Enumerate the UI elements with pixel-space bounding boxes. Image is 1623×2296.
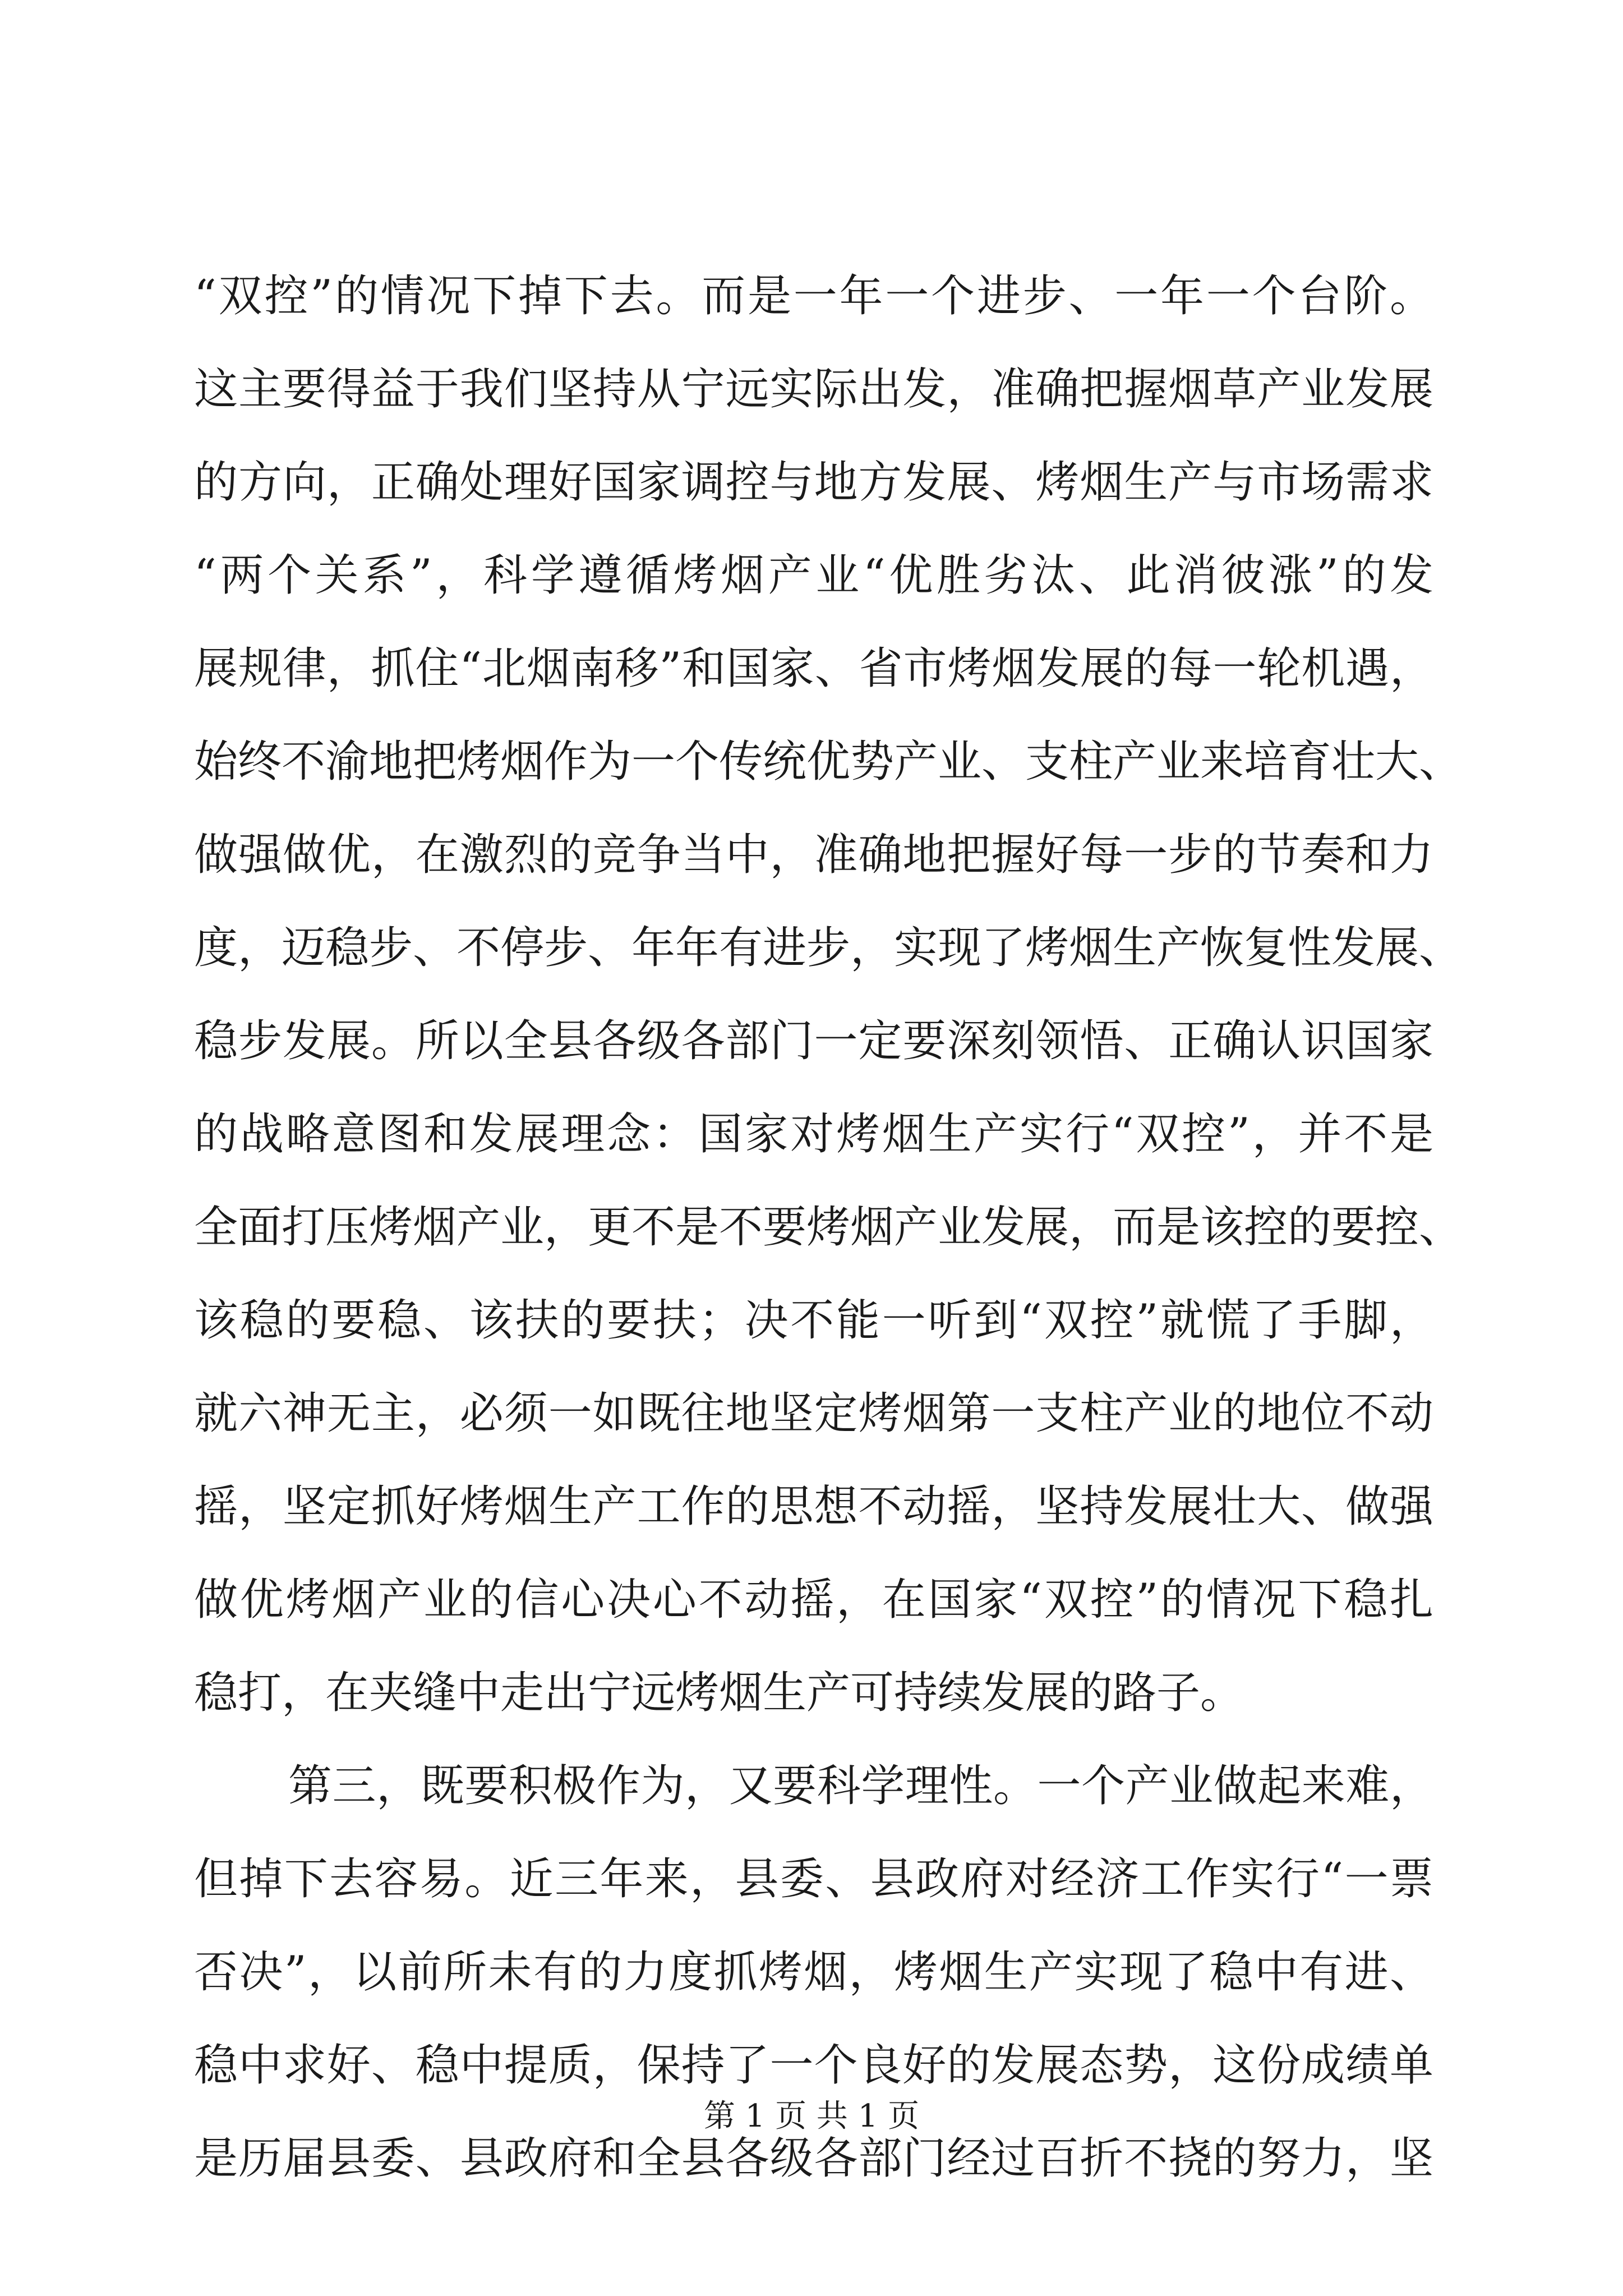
text-line: 就六神无主，必须一如既往地坚定烤烟第一支柱产业的地位不动: [194, 1388, 1433, 1439]
text-line: 始终不渝地把烤烟作为一个传统优势产业、支柱产业来培育壮大、: [194, 737, 1463, 787]
text-line: 做优烤烟产业的信心决心不动摇，在国家“双控”的情况下稳扎: [194, 1575, 1433, 1625]
text-line: 但掉下去容易。近三年来，县委、县政府对经济工作实行“一票: [194, 1854, 1433, 1904]
text-line: “双控”的情况下掉下去。而是一年一个进步、一年一个台阶。: [194, 271, 1433, 321]
text-line: 是历届县委、县政府和全县各级各部门经过百折不挠的努力，坚: [194, 2133, 1433, 2184]
text-line: 做强做优，在激烈的竞争当中，准确地把握好每一步的节奏和力: [194, 830, 1433, 880]
text-line: 该稳的要稳、该扶的要扶；决不能一听到“双控”就慌了手脚，: [194, 1295, 1433, 1346]
text-line: 摇，坚定抓好烤烟生产工作的思想不动摇，坚持发展壮大、做强: [194, 1481, 1433, 1532]
text-line: 的战略意图和发展理念：国家对烤烟生产实行“双控”，并不是: [194, 1109, 1433, 1159]
text-line: 稳步发展。所以全县各级各部门一定要深刻领悟、正确认识国家: [194, 1016, 1433, 1066]
text-line: 否决”，以前所未有的力度抓烤烟，烤烟生产实现了稳中有进、: [194, 1947, 1433, 1998]
text-line: 展规律，抓住“北烟南移”和国家、省市烤烟发展的每一轮机遇，: [194, 643, 1433, 694]
text-line: “两个关系”，科学遵循烤烟产业“优胜劣汰、此消彼涨”的发: [194, 550, 1433, 601]
text-line: 这主要得益于我们坚持从宁远实际出发，准确把握烟草产业发展: [194, 364, 1433, 415]
page-number-footer: 第 1 页 共 1 页: [703, 2098, 920, 2134]
text-line: 稳打，在夹缝中走出宁远烤烟生产可持续发展的路子。: [194, 1668, 1244, 1718]
text-line: 度，迈稳步、不停步、年年有进步，实现了烤烟生产恢复性发展、: [194, 923, 1463, 973]
text-line: 稳中求好、稳中提质，保持了一个良好的发展态势，这份成绩单: [194, 2040, 1433, 2091]
text-line: 的方向，正确处理好国家调控与地方发展、烤烟生产与市场需求: [194, 457, 1433, 508]
text-line: 全面打压烤烟产业，更不是不要烤烟产业发展，而是该控的要控、: [194, 1202, 1463, 1253]
paragraph-first-line: 第三，既要积极作为，又要科学理性。一个产业做起来难，: [288, 1761, 1433, 1811]
body-text: [194, 250, 1463, 2205]
